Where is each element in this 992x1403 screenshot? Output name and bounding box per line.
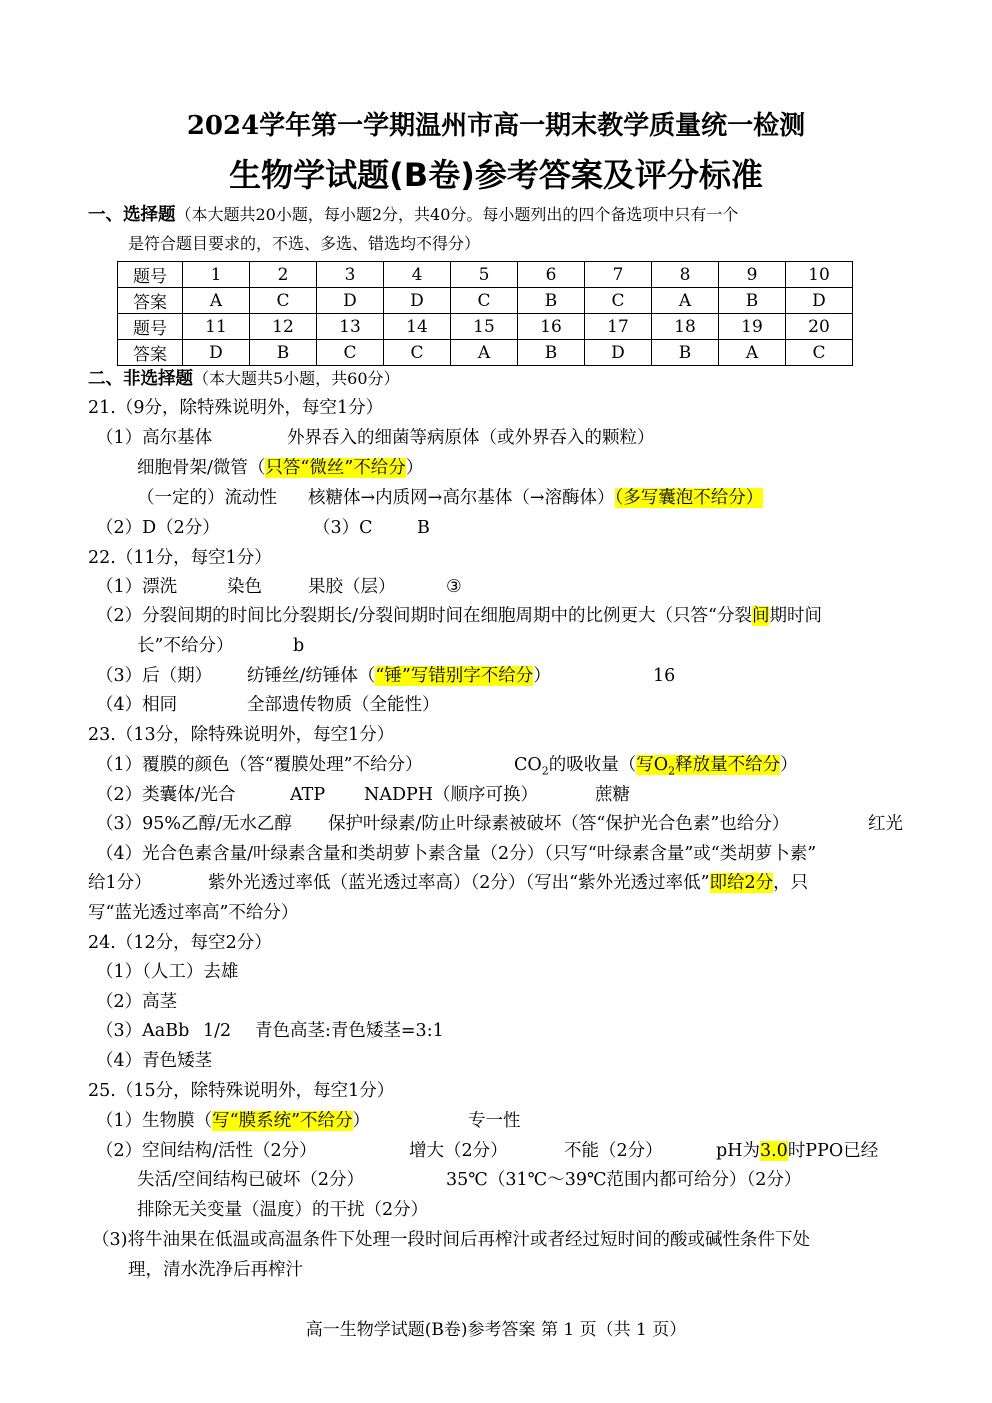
q21-l4c: B: [417, 518, 430, 538]
table-row-numbers-2: [118, 314, 853, 340]
q22-highlight: 间: [751, 606, 770, 626]
q23-highlight: [636, 755, 781, 778]
q22-l4a: （3）后（期）: [96, 666, 213, 686]
q23-hl-b: 释放量不给分: [675, 755, 781, 775]
question-number-cell: 13: [317, 314, 384, 340]
q21-l4a: （2）D（2分）: [96, 518, 220, 538]
q25-line2: [716, 1136, 878, 1166]
q23-line1: [514, 750, 798, 787]
q23-l3c: 红光: [868, 814, 903, 834]
answer-cell: B: [652, 340, 719, 366]
q23-line5: [208, 868, 808, 898]
q25-l2a: （2）空间结构/活性（2分）: [96, 1141, 317, 1161]
q22-l2a: （2）分裂间期的时间比分裂期长/分裂间期时间在细胞周期中的比例更大（只答“分裂: [96, 606, 752, 626]
q22-l3a: 长”不给分）: [137, 636, 234, 656]
q23-l3a: （3）95%乙醇/无水乙醇: [96, 814, 292, 834]
q25-l5: （3)将牛油果在低温或高温条件下处理一段时间后再榨汁或者经过短时间的酸或碱性条件下处: [92, 1230, 810, 1250]
q22-l5a: （4）相同: [96, 695, 178, 715]
q25-l2c: 不能（2分）: [564, 1141, 663, 1161]
answer-cell: A: [652, 288, 719, 314]
q21-l1a: （1）高尔基体: [96, 428, 213, 448]
q24-l2: （2）高茎: [96, 992, 178, 1012]
table-row-numbers-1: [118, 262, 853, 288]
q21-l3a: （一定的）流动性: [137, 488, 277, 508]
q25-l3b: 35℃（31℃～39℃范围内都可给分）（2分）: [446, 1170, 802, 1190]
question-number-cell: 1: [183, 262, 250, 288]
answer-cell: C: [786, 340, 853, 366]
q25-head: 25.（15分，除特殊说明外，每空1分）: [88, 1081, 395, 1101]
q23-hl-a: 写O: [636, 755, 669, 775]
table-header-cell: 题号: [118, 262, 183, 288]
q22-l4b: 纺锤丝/纺锤体（: [247, 666, 376, 686]
q22-l2b: 期时间: [769, 606, 822, 626]
q23-head: 23.（13分，除特殊说明外，每空1分）: [88, 725, 395, 745]
table-header-cell: 答案: [118, 340, 183, 366]
q24-head: 24.（12分，每空2分）: [88, 933, 272, 953]
q25-l1b: ）: [352, 1111, 371, 1131]
question-number-cell: 10: [786, 262, 853, 288]
table-header-cell: 题号: [118, 314, 183, 340]
answer-cell: D: [183, 340, 250, 366]
table-row-answers-2: [118, 340, 853, 366]
question-number-cell: 3: [317, 262, 384, 288]
answer-cell: A: [719, 340, 786, 366]
answer-cell: C: [384, 340, 451, 366]
question-number-cell: 8: [652, 262, 719, 288]
q22-l3b: b: [293, 636, 305, 656]
q22-line4: [247, 661, 551, 691]
page-footer: 高一生物学试题(B卷)参考答案 第 1 页（共 1 页）: [305, 1320, 687, 1340]
q25-line1: [96, 1106, 370, 1136]
q23-l5b: 紫外光透过率低（蓝光透过率高）（2分）（写出“紫外光透过率低”: [208, 873, 710, 893]
question-number-cell: 15: [451, 314, 518, 340]
q21-l3b: 核糖体→内质网→高尔基体（→溶酶体）: [308, 488, 615, 508]
answer-cell: D: [585, 340, 652, 366]
q22-l5b: 全部遗传物质（全能性）: [247, 695, 440, 715]
answer-cell: C: [585, 288, 652, 314]
q25-l4: 排除无关变量（温度）的干扰（2分）: [137, 1200, 429, 1220]
q25-l2d2: 时PPO已经: [787, 1141, 879, 1161]
question-number-cell: 5: [451, 262, 518, 288]
q25-highlight-2: 3.0: [759, 1141, 788, 1161]
q23-l5c: ，只: [773, 873, 809, 893]
question-number-cell: 14: [384, 314, 451, 340]
q21-l2b: ）: [405, 458, 424, 478]
q22-l1a: （1）漂洗: [96, 577, 178, 597]
answer-cell: A: [183, 288, 250, 314]
q22-l1c: 果胶（层）: [308, 577, 396, 597]
answer-cell: D: [317, 288, 384, 314]
section2-note: （本大题共5小题，共60分）: [193, 369, 400, 388]
q25-l2b: 增大（2分）: [409, 1141, 508, 1161]
section2-heading-line: [88, 364, 400, 394]
q23-l2a: （2）类囊体/光合: [96, 785, 236, 805]
q22-highlight-2: “锤”写错别字不给分: [375, 666, 534, 686]
q21-l2a: 细胞骨架/微管（: [137, 458, 266, 478]
answer-cell: C: [250, 288, 317, 314]
question-number-cell: 2: [250, 262, 317, 288]
table-header-cell: 答案: [118, 288, 183, 314]
q22-l1d: ③: [446, 577, 462, 597]
q24-l3a: （3）AaBb: [96, 1021, 190, 1041]
section1-heading-line: [88, 200, 738, 230]
q23-l1b-sub: 2: [541, 764, 549, 778]
question-number-cell: 17: [585, 314, 652, 340]
section1-heading: 一、选择题: [88, 205, 176, 225]
question-number-cell: 6: [518, 262, 585, 288]
q23-l2b: ATP: [290, 785, 326, 805]
q24-l4: （4）青色矮茎: [96, 1051, 213, 1071]
q23-l2c: NADPH（顺序可换）: [364, 785, 539, 805]
q23-hl-sub: 2: [668, 764, 676, 778]
q24-l3b: 1/2: [203, 1021, 232, 1041]
answer-cell: C: [451, 288, 518, 314]
table-row-answers-1: [118, 288, 853, 314]
question-number-cell: 11: [183, 314, 250, 340]
question-number-cell: 18: [652, 314, 719, 340]
question-number-cell: 12: [250, 314, 317, 340]
q22-line2: [96, 601, 822, 631]
q23-l1c: ）: [780, 755, 798, 775]
page-title: 2024学年第一学期温州市高一期末教学质量统一检测: [186, 111, 806, 141]
q23-l5a: 给1分）: [88, 873, 152, 893]
q23-l1b2: 的吸收量（: [548, 755, 637, 775]
q25-l1c: 专一性: [468, 1111, 521, 1131]
q23-l6: 写“蓝光透过率高”不给分）: [88, 903, 299, 923]
q25-l6: 理，清水洗净后再榨汁: [128, 1260, 303, 1280]
q23-l2d: 蔗糖: [595, 785, 630, 805]
q25-l3a: 失活/空间结构已破坏（2分）: [137, 1170, 365, 1190]
q25-l2d1: pH为: [716, 1141, 760, 1161]
q22-l4d: 16: [653, 666, 676, 686]
section1-note-2: 是符合题目要求的，不选、多选、错选均不得分）: [128, 234, 481, 253]
answer-cell: A: [451, 340, 518, 366]
q23-l3b: 保护叶绿素/防止叶绿素被破坏（答“保护光合色素”也给分）: [328, 814, 790, 834]
question-number-cell: 16: [518, 314, 585, 340]
answer-cell: D: [786, 288, 853, 314]
q25-highlight: 写“膜系统”不给分: [212, 1111, 353, 1131]
answer-cell: B: [518, 340, 585, 366]
q21-highlight: 只答“微丝”不给分: [265, 458, 406, 478]
answer-cell: B: [250, 340, 317, 366]
q21-line2: [137, 453, 423, 483]
q22-l4c: ）: [533, 666, 551, 686]
q23-l1a: （1）覆膜的颜色（答“覆膜处理”不给分）: [96, 755, 423, 775]
q22-head: 22.（11分，每空1分）: [88, 548, 272, 568]
section2-heading: 二、非选择题: [88, 369, 193, 389]
q24-l3c: 青色高茎:青色矮茎=3:1: [255, 1021, 444, 1041]
question-number-cell: 19: [719, 314, 786, 340]
page-subtitle: 生物学试题(B卷)参考答案及评分标准: [229, 156, 763, 194]
question-number-cell: 7: [585, 262, 652, 288]
answer-cell: D: [384, 288, 451, 314]
q24-l1: （1）（人工）去雄: [96, 962, 239, 982]
q22-l1b: 染色: [227, 577, 262, 597]
question-number-cell: 20: [786, 314, 853, 340]
q21-head: 21.（9分，除特殊说明外，每空1分）: [88, 398, 384, 418]
question-number-cell: 4: [384, 262, 451, 288]
answer-cell: B: [518, 288, 585, 314]
q21-line3: [308, 483, 763, 513]
answer-table: [117, 261, 853, 366]
q23-highlight-2: 即给2分: [709, 873, 774, 893]
q21-l4b: （3）C: [313, 518, 373, 538]
section1-note-1: （本大题共20小题，每小题2分，共40分。每小题列出的四个备选项中只有一个: [175, 205, 739, 224]
question-number-cell: 9: [719, 262, 786, 288]
answer-cell: B: [719, 288, 786, 314]
q21-highlight-2: （多写囊泡不给分）: [614, 488, 764, 508]
answer-cell: C: [317, 340, 384, 366]
q23-l4: （4）光合色素含量/叶绿素含量和类胡萝卜素含量（2分）（只写“叶绿素含量”或“类胡萝卜素”: [96, 844, 817, 864]
q23-l1b1: CO: [514, 755, 542, 775]
q21-l1b: 外界吞入的细菌等病原体（或外界吞入的颗粒）: [287, 428, 655, 448]
q25-l1a: （1）生物膜（: [96, 1111, 213, 1131]
